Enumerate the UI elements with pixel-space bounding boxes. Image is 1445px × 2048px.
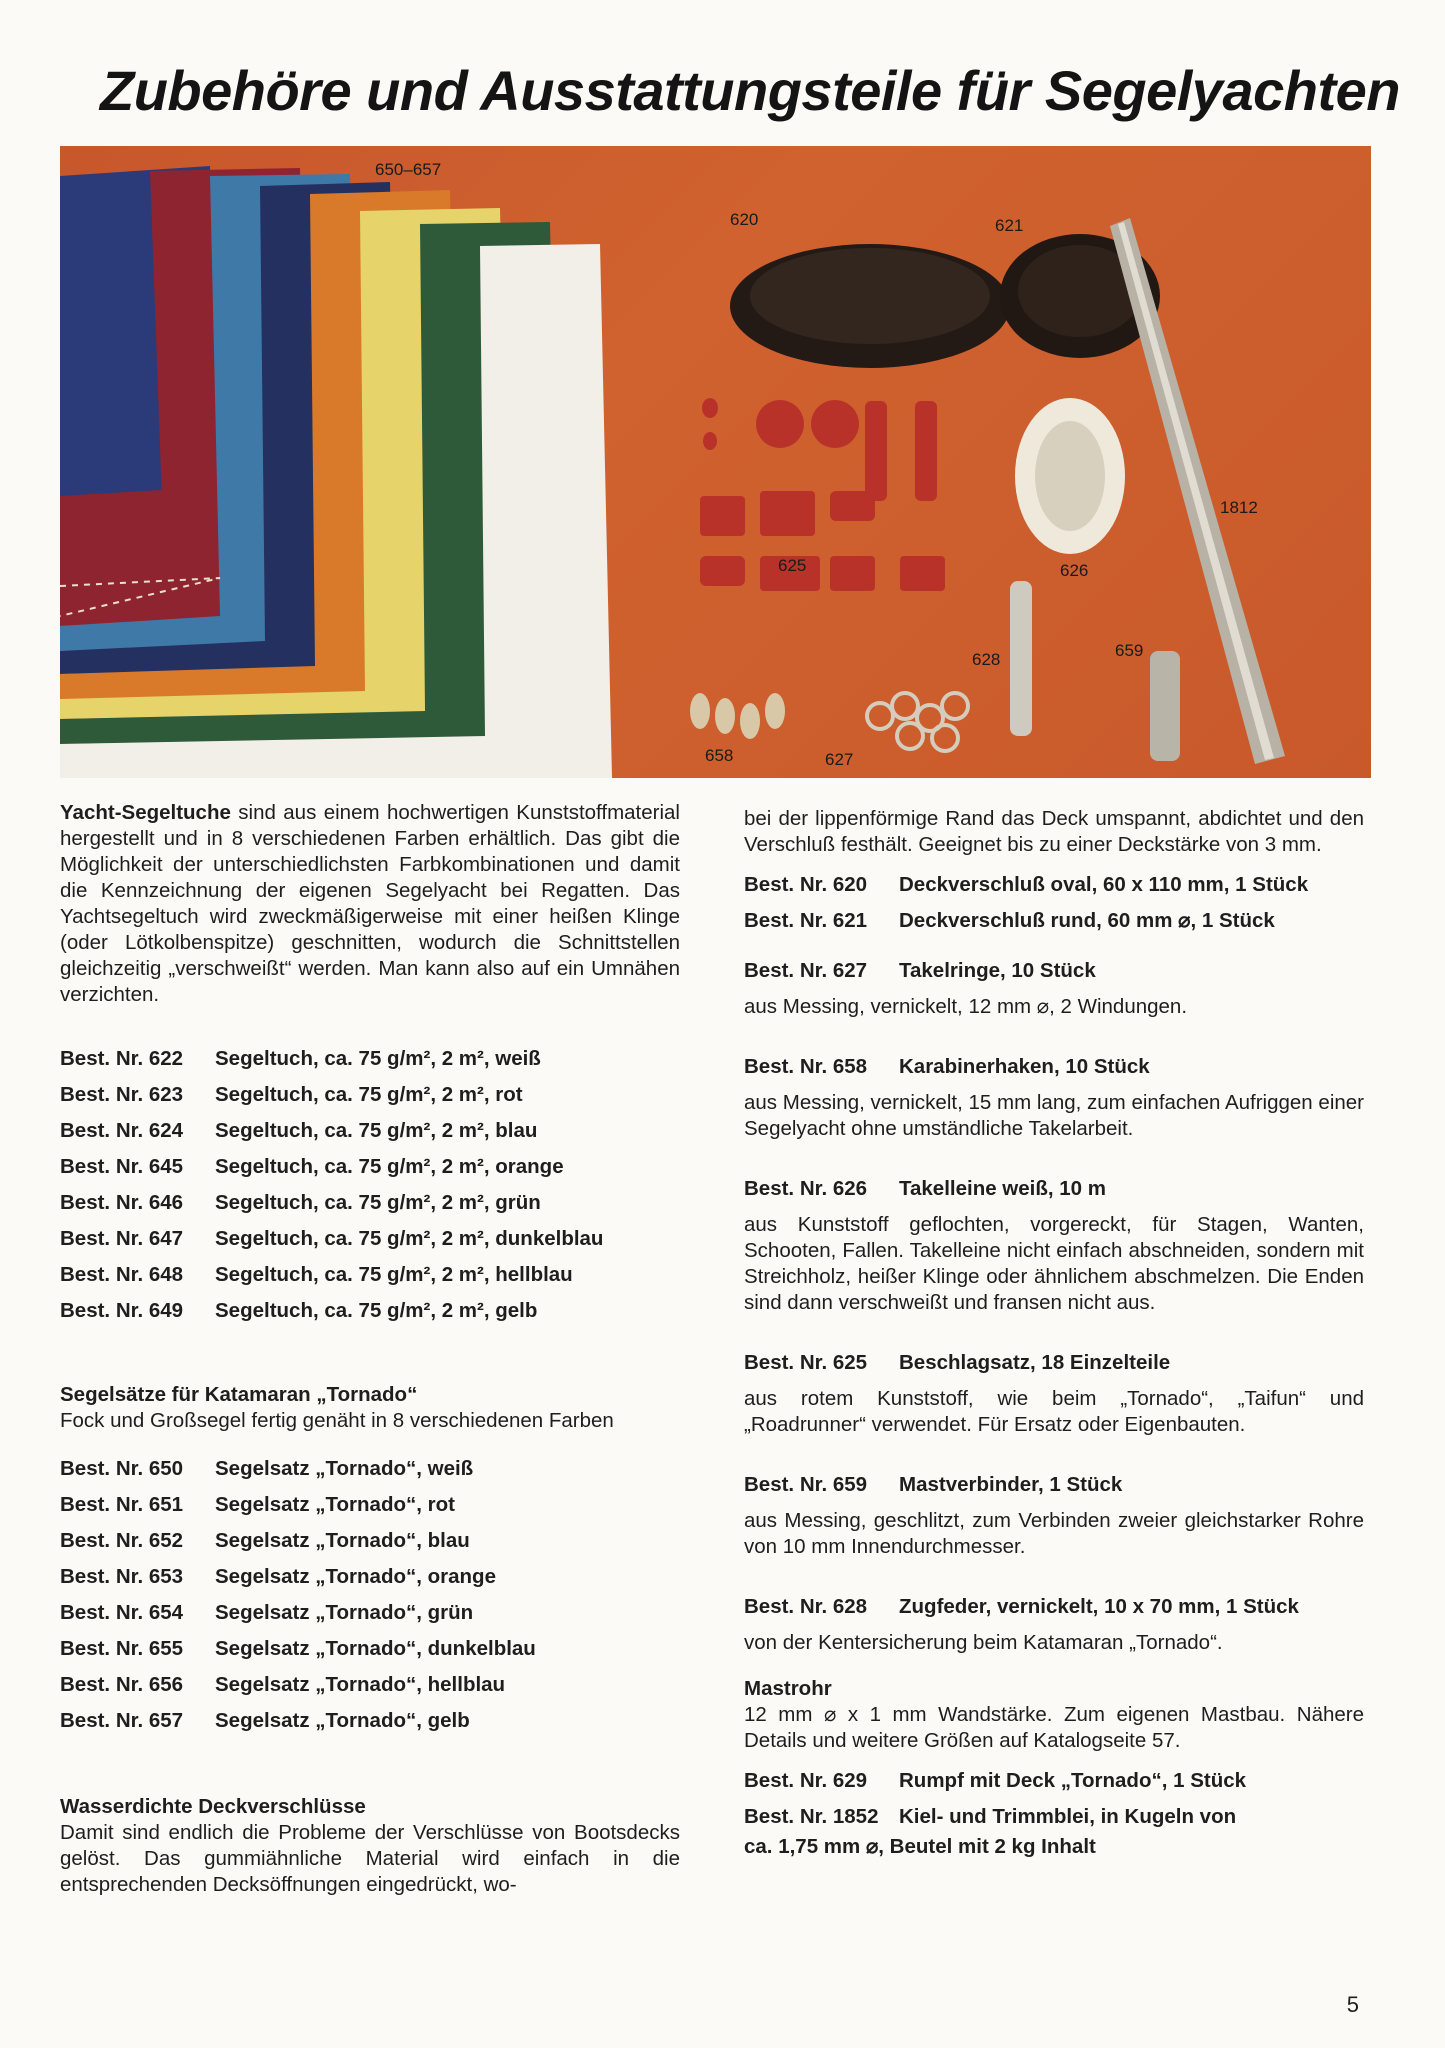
cloth-list	[60, 1046, 680, 1324]
item-text: aus rotem Kunststoff, wie beim „Tornado“, „Taifun“ und „Roadrunner“ verwendet. Für Ersatz oder Eigenbauten.	[744, 1387, 1364, 1436]
page-number: 5	[1346, 1992, 1359, 2017]
order-number: Best. Nr. 621	[744, 909, 868, 932]
order-number: Best. Nr. 626	[744, 1177, 868, 1200]
intro-bold: Yacht-Segeltuche	[60, 801, 231, 824]
item-description: Segelsatz „Tornado“, rot	[215, 1493, 455, 1516]
order-number: Best. Nr. 623	[60, 1083, 184, 1106]
item-description: Segeltuch, ca. 75 g/m², 2 m², dunkelblau	[215, 1227, 604, 1250]
photo-label: 658	[705, 746, 734, 765]
order-number: Best. Nr. 647	[60, 1227, 184, 1250]
item-description: Zugfeder, vernickelt, 10 x 70 mm, 1 Stück	[899, 1595, 1299, 1618]
list-item	[744, 1472, 1364, 1498]
photo-label: 628	[972, 650, 1001, 669]
item-description: Takelleine weiß, 10 m	[899, 1177, 1106, 1200]
photo-label: 1812	[1220, 498, 1258, 517]
item-text: aus Messing, geschlitzt, zum Verbinden zweier gleichstarker Rohre von 10 mm Innendurchmesser.	[744, 1509, 1364, 1558]
order-number: Best. Nr. 622	[60, 1047, 184, 1070]
order-number: Best. Nr. 645	[60, 1155, 184, 1178]
list-item	[744, 1350, 1364, 1376]
item-description: Segelsatz „Tornado“, orange	[215, 1565, 496, 1588]
item-text: aus Messing, vernickelt, 15 mm lang, zum einfachen Aufriggen einer Segelyacht ohne umständliche Takelarbeit.	[744, 1091, 1364, 1140]
photo-label: 625	[778, 556, 807, 575]
item-description: Karabinerhaken, 10 Stück	[899, 1055, 1150, 1078]
order-number: Best. Nr. 652	[60, 1529, 184, 1552]
photo-label: 621	[995, 216, 1024, 235]
list-item	[744, 1768, 1364, 1794]
list-item	[60, 1082, 680, 1108]
order-number: Best. Nr. 650	[60, 1457, 184, 1480]
list-item	[60, 1600, 680, 1626]
list-item	[744, 1176, 1364, 1202]
item-text: aus Messing, vernickelt, 12 mm ⌀, 2 Windungen.	[744, 995, 1188, 1018]
item-description: Deckverschluß rund, 60 mm ⌀, 1 Stück	[899, 909, 1275, 932]
order-number: Best. Nr. 624	[60, 1119, 184, 1142]
order-number: Best. Nr. 651	[60, 1493, 184, 1516]
right-column	[744, 806, 1364, 1860]
photo-illustration	[60, 146, 1371, 778]
item-description: Segeltuch, ca. 75 g/m², 2 m², grün	[215, 1191, 541, 1214]
order-number: Best. Nr. 646	[60, 1191, 184, 1214]
photo-label: 650–657	[375, 160, 442, 179]
item-description: Mastverbinder, 1 Stück	[899, 1473, 1123, 1496]
item-description: Segelsatz „Tornado“, grün	[215, 1601, 474, 1624]
list-item	[60, 1118, 680, 1144]
list-item	[60, 1154, 680, 1180]
list-item	[60, 1298, 680, 1324]
list-item	[744, 908, 1364, 934]
page-title: Zubehöre und Ausstattungsteile für Segelyachten	[100, 59, 1400, 122]
list-item	[60, 1708, 680, 1734]
item-text: von der Kentersicherung beim Katamaran „Tornado“.	[744, 1631, 1223, 1654]
order-number: Best. Nr. 659	[744, 1473, 868, 1496]
list-item	[60, 1226, 680, 1252]
photo-label: 627	[825, 750, 854, 769]
list-item	[744, 872, 1364, 898]
item-description: Kiel- und Trimmblei, in Kugeln von	[899, 1805, 1237, 1828]
red-fittings	[700, 398, 945, 591]
sets-subheading: Fock und Großsegel fertig genäht in 8 verschiedenen Farben	[60, 1409, 614, 1432]
order-number: Best. Nr. 658	[744, 1055, 868, 1078]
order-number: Best. Nr. 655	[60, 1637, 184, 1660]
carabiners	[690, 693, 785, 739]
mast-connector	[1150, 651, 1180, 761]
list-item	[744, 1804, 1364, 1830]
order-number: Best. Nr. 627	[744, 959, 868, 982]
item-description: Segeltuch, ca. 75 g/m², 2 m², gelb	[215, 1299, 538, 1322]
order-number: Best. Nr. 653	[60, 1565, 184, 1588]
item-description: Segeltuch, ca. 75 g/m², 2 m², orange	[215, 1155, 564, 1178]
item-description: Segeltuch, ca. 75 g/m², 2 m², rot	[215, 1083, 523, 1106]
list-item	[60, 1672, 680, 1698]
item-description: Segelsatz „Tornado“, blau	[215, 1529, 470, 1552]
deck-heading: Wasserdichte Deckverschlüsse	[60, 1795, 366, 1818]
list-item	[60, 1262, 680, 1288]
list-item	[744, 958, 1364, 984]
intro-paragraph	[60, 800, 680, 1008]
item-description: Takelringe, 10 Stück	[899, 959, 1096, 982]
order-number: Best. Nr. 625	[744, 1351, 868, 1374]
deck-paragraph: Damit sind endlich die Probleme der Verschlüsse von Bootsdecks gelöst. Das gummiähnliche Material wird einfach in die entsprechenden Decksöffnungen eingedrückt, wo-	[60, 1821, 680, 1896]
order-number: Best. Nr. 648	[60, 1263, 184, 1286]
cloth-stack	[60, 166, 612, 778]
item-text-cont: ca. 1,75 mm ⌀, Beutel mit 2 kg Inhalt	[744, 1835, 1096, 1858]
order-number: Best. Nr. 628	[744, 1595, 868, 1618]
photo-label: 626	[1060, 561, 1089, 580]
list-item	[60, 1190, 680, 1216]
mast-heading: Mastrohr	[744, 1677, 832, 1700]
product-photo	[60, 146, 1371, 778]
left-column	[60, 800, 680, 1898]
order-number: Best. Nr. 654	[60, 1601, 184, 1624]
order-number: Best. Nr. 1852	[744, 1805, 879, 1828]
list-item	[744, 1054, 1364, 1080]
item-description: Segelsatz „Tornado“, dunkelblau	[215, 1637, 536, 1660]
mast-text: 12 mm ⌀ x 1 mm Wandstärke. Zum eigenen Mastbau. Nähere Details und weitere Größen auf Katalogseite 57.	[744, 1703, 1364, 1752]
order-number: Best. Nr. 649	[60, 1299, 184, 1322]
item-text: aus Kunststoff geflochten, vorgereckt, für Stagen, Wanten, Schooten, Fallen. Takelleine nicht einfach abschneiden, sondern mit Streichholz, heißer Klinge oder ähnlichem abschmelzen. Die Enden sind dann verschweißt und fransen nicht aus.	[744, 1213, 1364, 1314]
photo-label: 659	[1115, 641, 1144, 660]
item-description: Segelsatz „Tornado“, weiß	[215, 1457, 474, 1480]
item-description: Segeltuch, ca. 75 g/m², 2 m², hellblau	[215, 1263, 573, 1286]
tension-spring	[1010, 581, 1032, 736]
intro-text: sind aus einem hochwertigen Kunststoffmaterial hergestellt und in 8 verschiedenen Farben erhältlich. Das gibt die Möglichkeit der unterschiedlichsten Farbkombinationen und damit die Kennzeichnung der eigenen Segelyacht bei Regatten. Das Yachtsegeltuch wird zweckmäßigerweise mit einer heißen Klinge (oder Lötkolbenspitze) geschnitten, wodurch die Schnittstellen gleichzeitig „verschweißt“ werden. Man kann also auf ein Umnähen verzichten.	[60, 801, 680, 1006]
photo-label: 620	[730, 210, 759, 229]
item-description: Beschlagsatz, 18 Einzelteile	[899, 1351, 1171, 1374]
order-number: Best. Nr. 629	[744, 1769, 868, 1792]
deck-paragraph-cont: bei der lippenförmige Rand das Deck umspannt, abdichtet und den Verschluß festhält. Geeignet bis zu einer Deckstärke von 3 mm.	[744, 807, 1364, 856]
list-item	[60, 1492, 680, 1518]
list-item	[60, 1528, 680, 1554]
rigging-rings	[867, 693, 968, 751]
list-item	[60, 1046, 680, 1072]
item-description: Segelsatz „Tornado“, hellblau	[215, 1673, 506, 1696]
list-item	[60, 1636, 680, 1662]
order-number: Best. Nr. 656	[60, 1673, 184, 1696]
item-description: Segeltuch, ca. 75 g/m², 2 m², blau	[215, 1119, 538, 1142]
order-number: Best. Nr. 620	[744, 873, 868, 896]
sets-list	[60, 1456, 680, 1734]
item-description: Rumpf mit Deck „Tornado“, 1 Stück	[899, 1769, 1247, 1792]
item-description: Deckverschluß oval, 60 x 110 mm, 1 Stück	[899, 873, 1309, 896]
list-item	[60, 1456, 680, 1482]
list-item	[60, 1564, 680, 1590]
item-description: Segeltuch, ca. 75 g/m², 2 m², weiß	[215, 1047, 541, 1070]
list-item	[744, 1594, 1364, 1620]
sets-heading: Segelsätze für Katamaran „Tornado“	[60, 1383, 418, 1406]
item-description: Segelsatz „Tornado“, gelb	[215, 1709, 470, 1732]
order-number: Best. Nr. 657	[60, 1709, 184, 1732]
